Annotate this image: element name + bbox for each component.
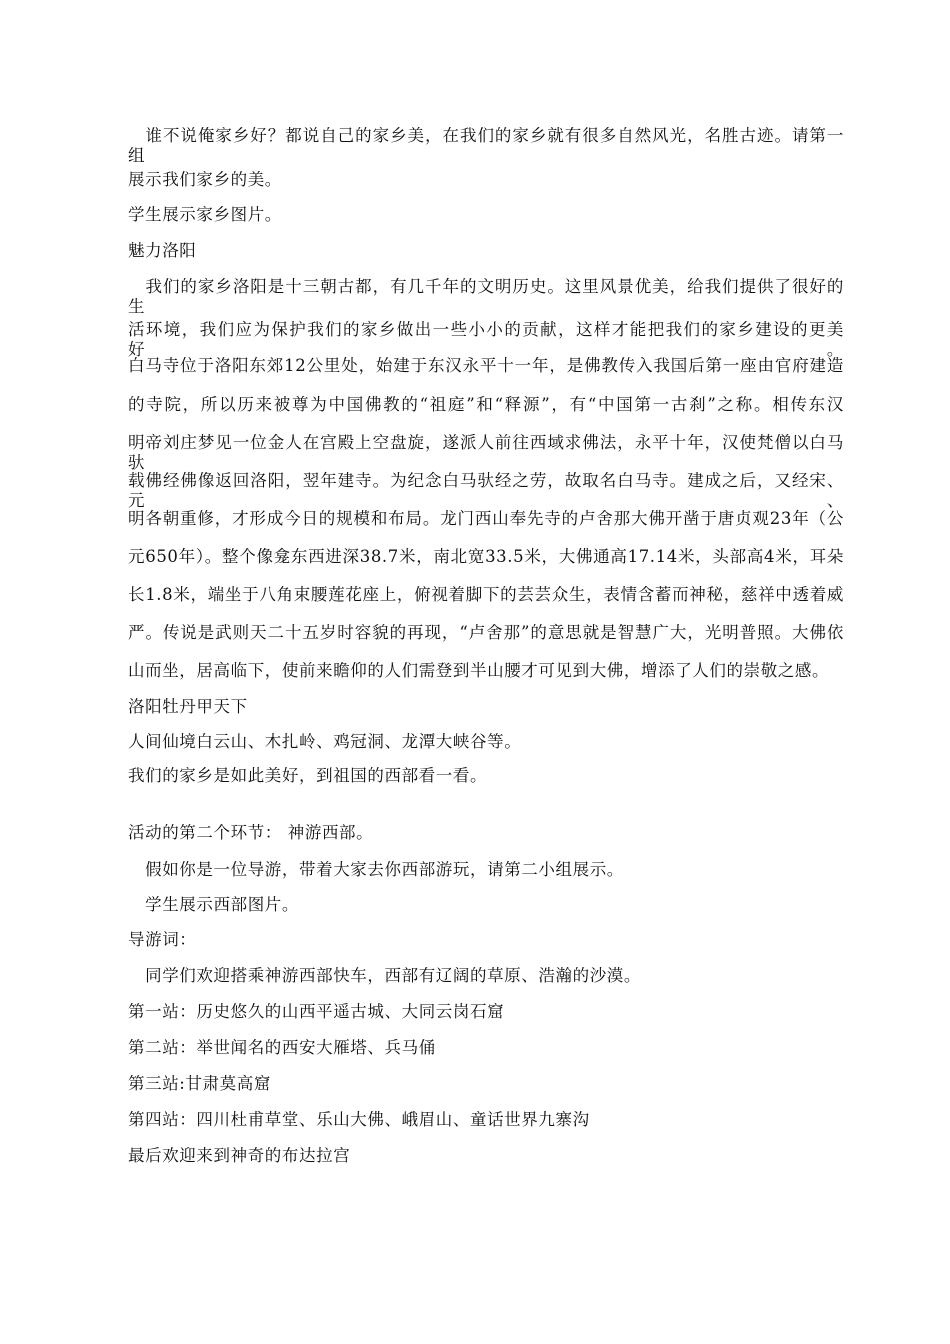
- paragraph-line: 谁不说俺家乡好？都说自己的家乡美，在我们的家乡就有很多自然风光，名胜古迹。请第一组: [128, 126, 844, 165]
- paragraph-line: 同学们欢迎搭乘神游西部快车，西部有辽阔的草原、浩瀚的沙漠。: [128, 966, 641, 985]
- section-heading: 魅力洛阳: [128, 241, 197, 260]
- section-heading: 导游词：: [128, 930, 197, 949]
- paragraph-line: 明帝刘庄梦见一位金人在宫殿上空盘旋，遂派人前往西域求佛法，永平十年，汉使梵僧以白马驮: [128, 433, 844, 472]
- paragraph-line: 学生展示家乡图片。: [128, 205, 282, 224]
- paragraph-line: 长1.8米，端坐于八角束腰莲花座上，俯视着脚下的芸芸众生，表情含蓄而神秘，慈祥中透着威: [128, 585, 844, 604]
- paragraph-line: 我们的家乡是如此美好，到祖国的西部看一看。: [128, 766, 488, 785]
- section-heading: 洛阳牡丹甲天下: [128, 697, 248, 716]
- paragraph-line: 展示我们家乡的美。: [128, 170, 282, 189]
- paragraph-line: 假如你是一位导游，带着大家去你西部游玩，请第二小组展示。: [128, 860, 624, 879]
- list-item: 第四站：四川杜甫草堂、乐山大佛、峨眉山、童话世界九寨沟: [128, 1110, 590, 1129]
- list-item: 第一站：历史悠久的山西平遥古城、大同云岗石窟: [128, 1002, 505, 1021]
- list-item: 第三站:甘肃莫高窟: [128, 1074, 271, 1093]
- paragraph-line: 载佛经佛像返回洛阳，翌年建寺。为纪念白马驮经之劳，故取名白马寺。建成之后，又经宋、元、: [128, 471, 844, 510]
- paragraph-line: 元650年）。整个像龛东西进深38.7米，南北宽33.5米，大佛通高17.14米，头部高4米，耳朵: [128, 547, 844, 566]
- paragraph-line: 活动的第二个环节： 神游西部。: [128, 823, 374, 842]
- paragraph-line: 严。传说是武则天二十五岁时容貌的再现，“卢舍那”的意思就是智慧广大，光明普照。大佛依: [128, 623, 844, 642]
- paragraph-line: 学生展示西部图片。: [128, 895, 299, 914]
- paragraph-line: 活环境，我们应为保护我们的家乡做出一些小小的贡献，这样才能把我们的家乡建设的更美好。: [128, 320, 844, 359]
- list-item: 第二站：举世闻名的西安大雁塔、兵马俑: [128, 1038, 436, 1057]
- list-item: 最后欢迎来到神奇的布达拉宫: [128, 1146, 351, 1165]
- paragraph-line: 我们的家乡洛阳是十三朝古都，有几千年的文明历史。这里风景优美，给我们提供了很好的生: [128, 277, 844, 316]
- paragraph-line: 人间仙境白云山、木扎岭、鸡冠洞、龙潭大峡谷等。: [128, 732, 522, 751]
- paragraph-line: 明各朝重修，才形成今日的规模和布局。龙门西山奉先寺的卢舍那大佛开凿于唐贞观23年（公: [128, 509, 844, 528]
- paragraph-line: 的寺院，所以历来被尊为中国佛教的“祖庭”和“释源”，有“中国第一古刹”之称。相传东汉: [128, 395, 844, 414]
- paragraph-line: 山而坐，居高临下，使前来瞻仰的人们需登到半山腰才可见到大佛，增添了人们的崇敬之感。: [128, 661, 830, 680]
- paragraph-line: 白马寺位于洛阳东郊12公里处，始建于东汉永平十一年，是佛教传入我国后第一座由官府建造: [128, 356, 844, 375]
